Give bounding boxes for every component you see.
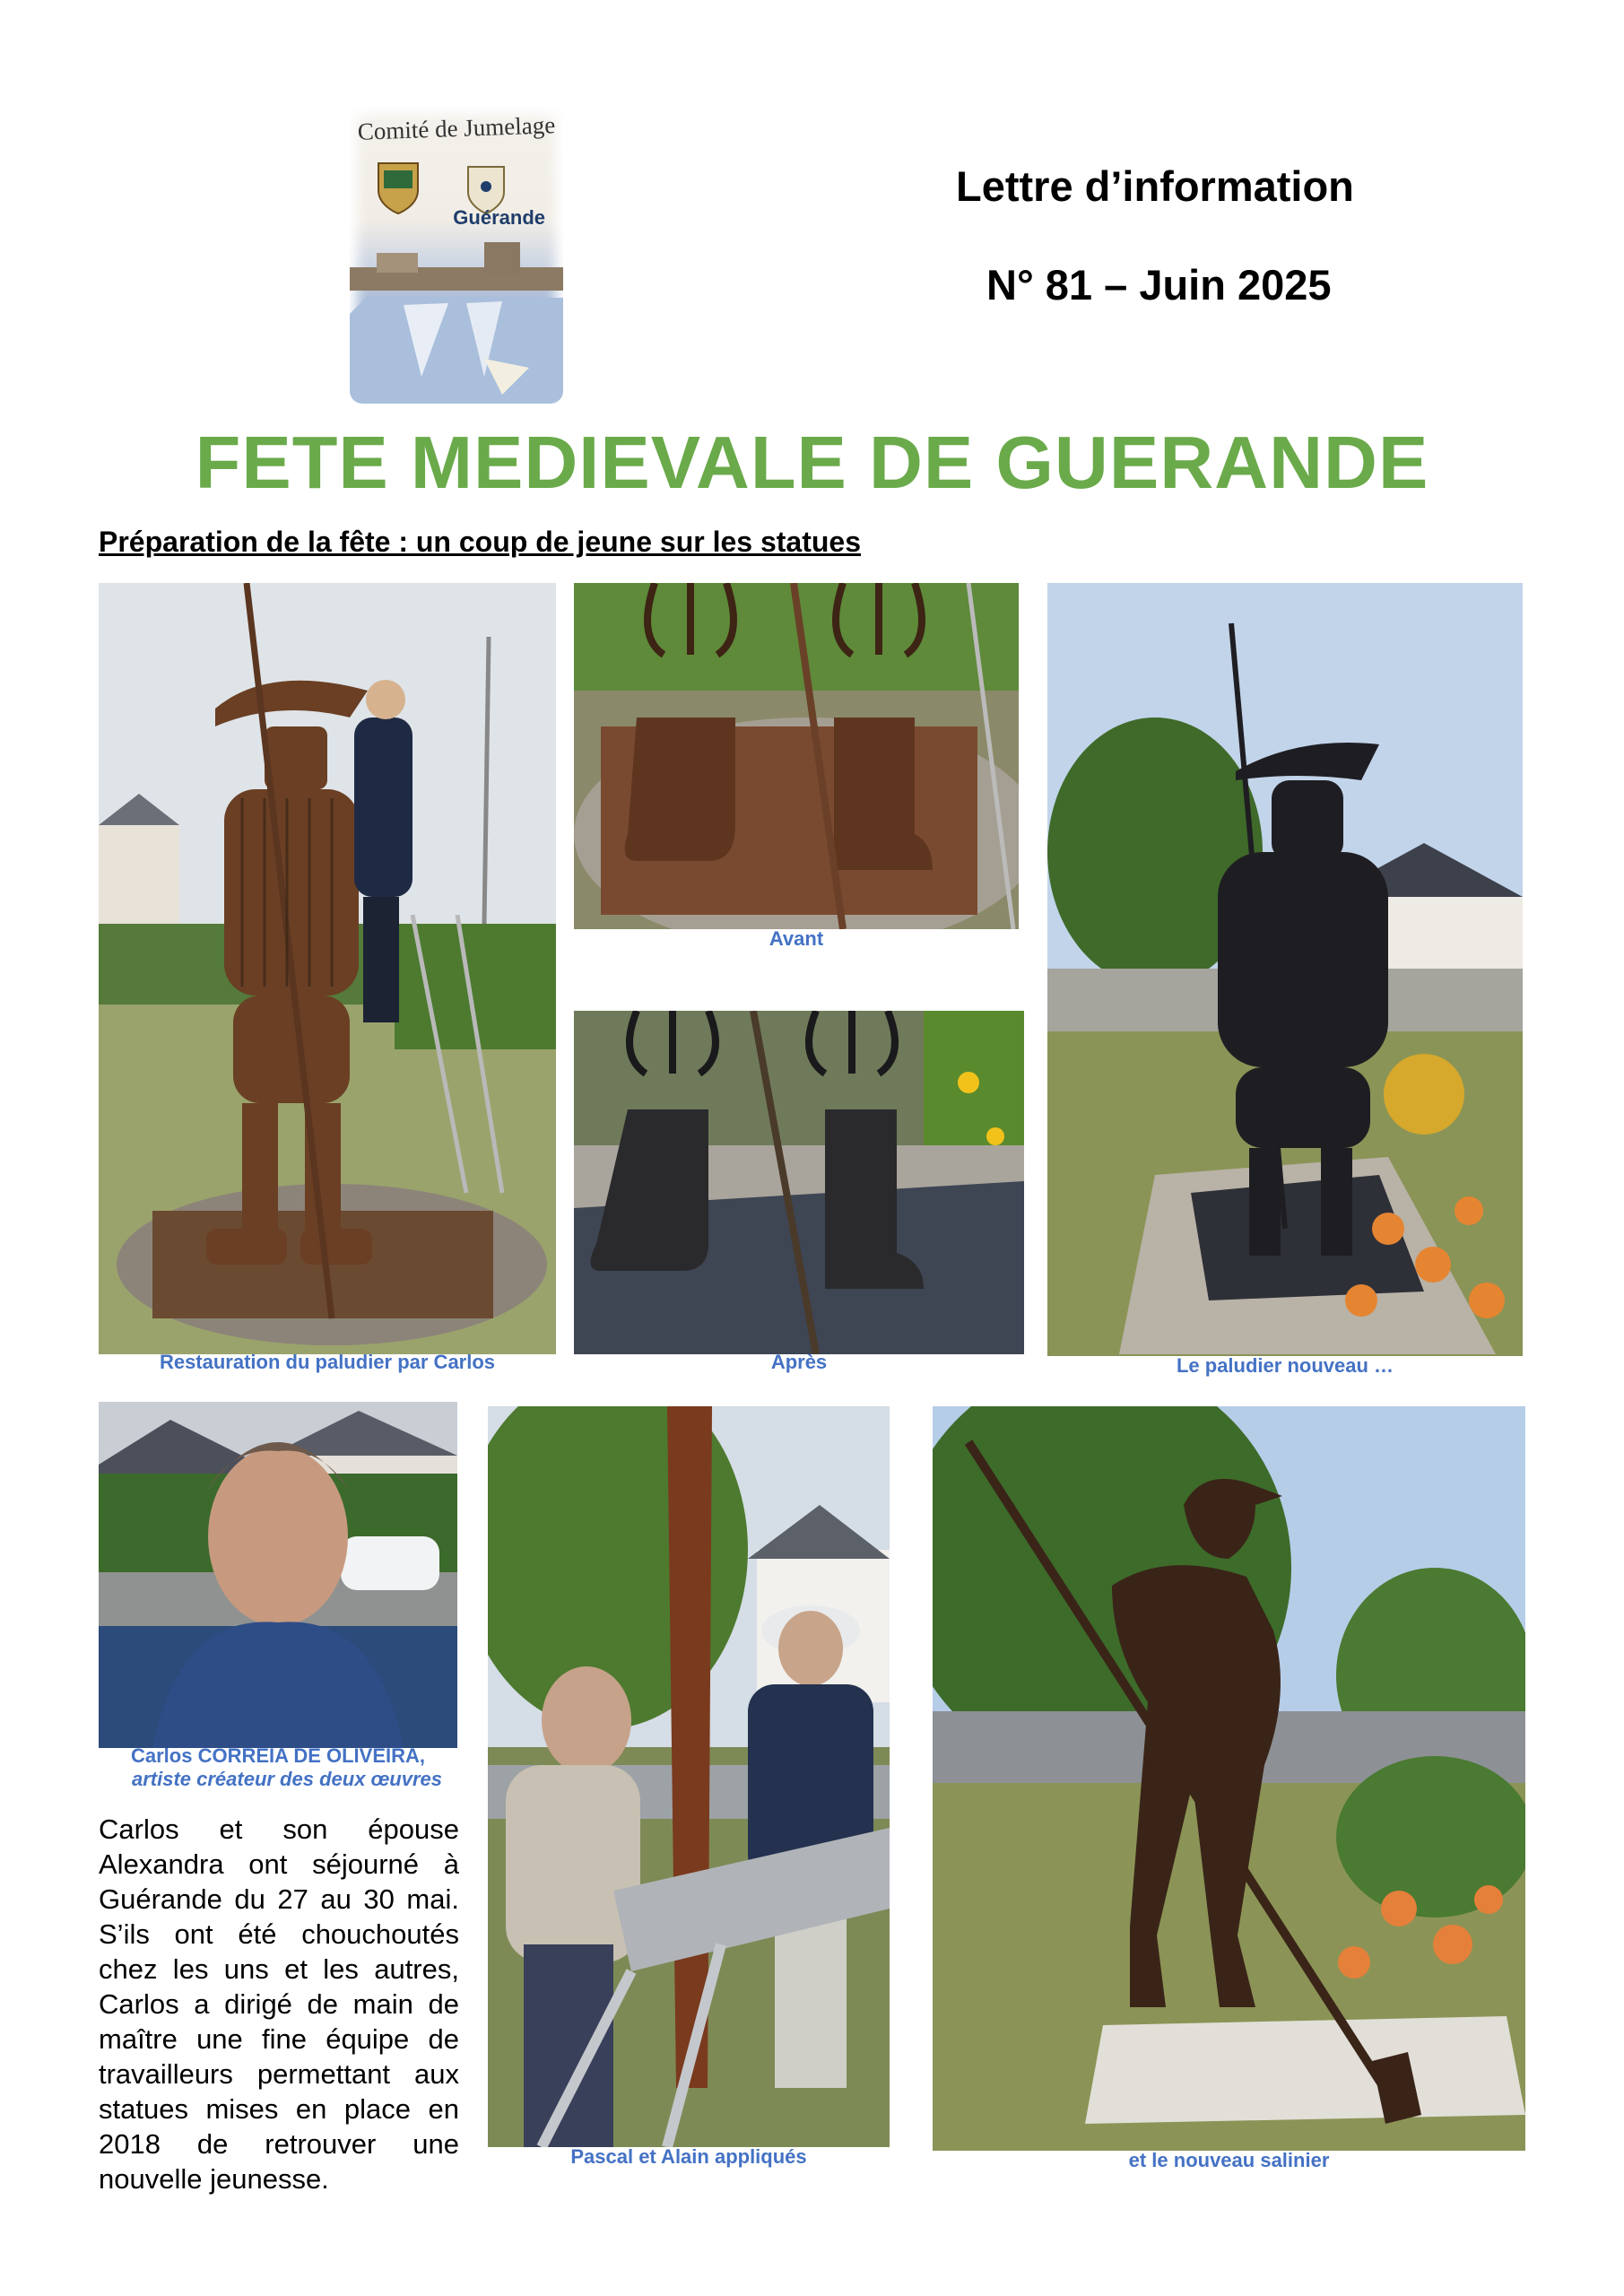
- photo-avant: [574, 583, 1019, 929]
- page-title: FETE MEDIEVALE DE GUERANDE: [195, 421, 1429, 504]
- photo-carlos-portrait: [99, 1402, 457, 1748]
- photo-restauration-paludier: [99, 583, 556, 1354]
- logo-title: Comité de Jumelage: [357, 111, 556, 145]
- photo-pascal-alain: [488, 1406, 890, 2147]
- caption-restauration: Restauration du paludier par Carlos: [159, 1351, 496, 1373]
- photo-salinier: [933, 1406, 1525, 2151]
- caption-carlos-role: artiste créateur des deux œuvres: [131, 1768, 443, 1790]
- caption-avant: Avant: [769, 927, 824, 950]
- caption-carlos-name: Carlos CORREIA DE OLIVEIRA,: [130, 1744, 425, 1767]
- section-subtitle: Préparation de la fête : un coup de jeune sur les statues: [99, 526, 861, 558]
- caption-carlos: [99, 1744, 457, 1791]
- caption-paludier-nouveau: Le paludier nouveau …: [1176, 1354, 1394, 1377]
- newsletter-type: Lettre d’information: [956, 162, 1354, 210]
- issue-number: N° 81 – Juin 2025: [986, 261, 1332, 309]
- article-body: Carlos et son épouse Alexandra ont séjourné à Guérande du 27 au 30 mai. S’ils ont été chouchoutés chez les uns et les autres, Carlos a dirigé de main de maître une fine équipe de travailleurs permettant aux statues mises en place en 2018 de retrouver une nouvelle jeunesse.: [99, 1813, 459, 2195]
- caption-apres: Après: [770, 1351, 828, 1373]
- photo-paludier-nouveau: [1047, 583, 1523, 1356]
- logo-city: Guérande: [453, 206, 545, 229]
- caption-pascal-alain: Pascal et Alain appliqués: [570, 2145, 807, 2168]
- comite-jumelage-logo: [350, 108, 563, 404]
- logo-crests: [350, 108, 563, 404]
- photo-apres: [574, 1011, 1024, 1354]
- caption-salinier: et le nouveau salinier: [1128, 2149, 1330, 2171]
